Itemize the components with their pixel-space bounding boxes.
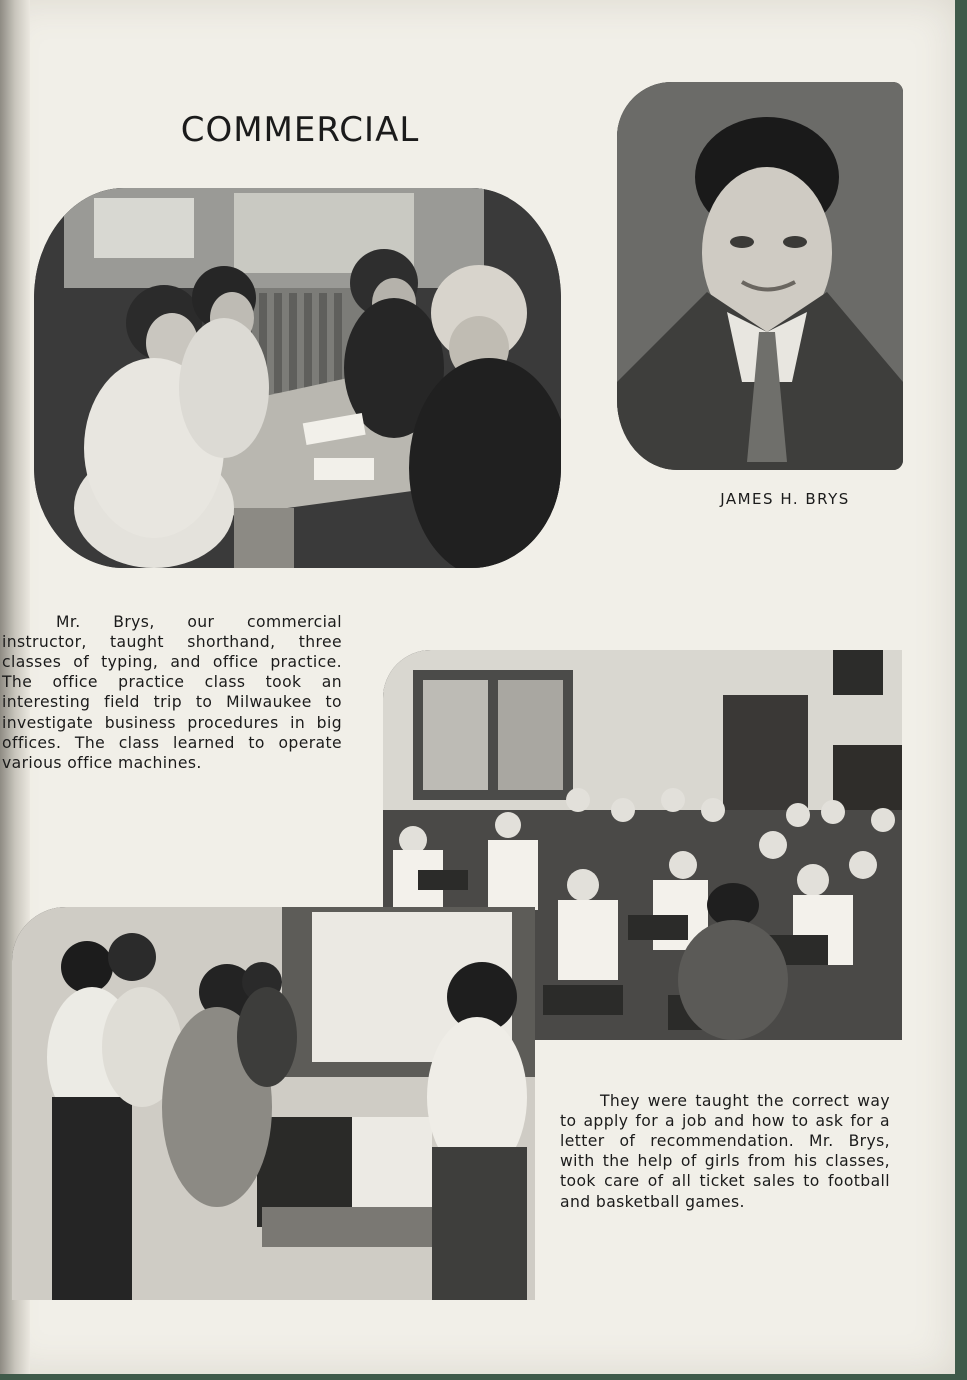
paragraph-intro: Mr. Brys, our commercial instructor, taught shorthand, three classes of typing, and office practice. The office practice class took an interesting field trip to Milwaukee to investigate business procedures in big offices. The class learned to operate various office machines. xyxy=(2,612,342,773)
paragraph-closing: They were taught the correct way to apply for a job and how to ask for a letter of recommendation. Mr. Brys, with the help of girls from his classes, took care of all ticket sales to football and basketball games. xyxy=(560,1091,890,1211)
portrait-caption: JAMES H. BRYS xyxy=(720,490,850,508)
photo-office-machine xyxy=(12,907,535,1300)
page-title: COMMERCIAL xyxy=(180,110,420,150)
photo-students-writing xyxy=(34,188,561,568)
photo-portrait xyxy=(617,82,903,470)
